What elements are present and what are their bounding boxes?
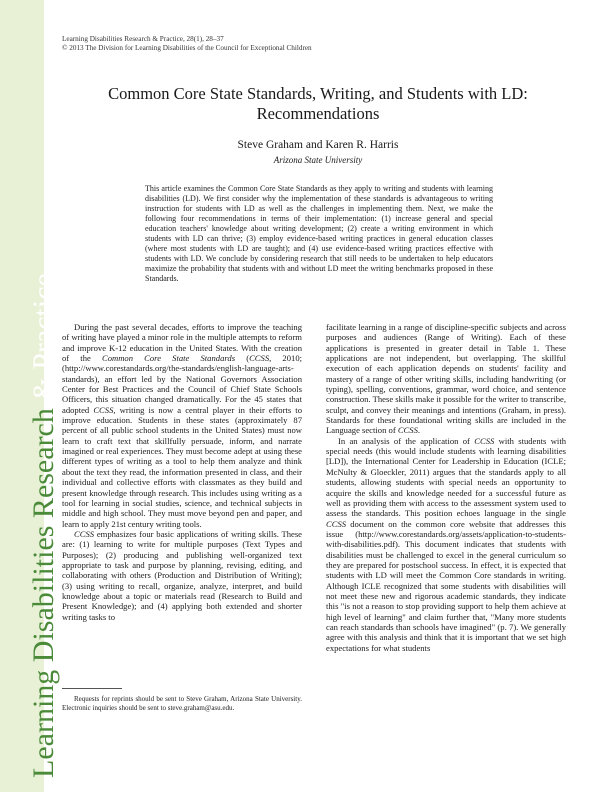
text-run: CCSS [249, 353, 270, 364]
journal-sidebar-title [22, 273, 66, 778]
running-header [62, 35, 312, 53]
footnote [62, 695, 302, 713]
title-line: Common Core State Standards, Writing, and Students with LD: [108, 84, 528, 103]
footnote-text: Requests for reprints should be sent to Steve Graham, Arizona State University. Electronic inquiries should be sent to steve.graham@asu.edu. [62, 695, 302, 712]
text-run: CCSS [397, 425, 418, 436]
text-run: emphasizes four basic applications of writing skills. These are: (1) learning to write for multiple purposes (Text Types and Purposes); (2) producing and publishing well-organized text appropriate to task and purpose by planning, revising, editing, and collaborating with others (Production and Distribution of Writing); (3) using writing to recall, organize, analyze, interpret, and build knowledge about a topic or materials read (Research to Build and Present Knowledge); and (4) applying both extended and shorter writing tasks to [62, 528, 302, 622]
sidebar-title-part: Research [27, 408, 60, 519]
body-column-left [62, 322, 302, 622]
article-title [70, 84, 566, 124]
text-run: document on the common core website that addresses this issue (http://www.corestandards.org/assets/application-to-students-with-disabilities.pdf). This document indicates that students with disabilities must be challenged to excel in the general curriculum so they are prepared for postschool success. In effect, it is expected that students with LD will meet the Common Core standards in writing. Although ICLE recognized that some students with disabilities will not meet these new and rigorous academic standards, they indicate this "is not a reason to stop providing support to help them achieve at high level of learning" and claim further that, "Many more students can reach standards than schools have imagined" (p. 7). We generally agree with this analysis and think that it is important that we set high expectations for what students [326, 518, 566, 653]
text-run: CCSS [474, 435, 495, 446]
authors: Steve Graham and Karen R. Harris [237, 139, 399, 151]
paragraph [62, 529, 302, 622]
text-run: , 2010; (http://www.corestandards.org/the-standards/english-language-arts-standards), an effort led by the National Governors Association Center for Best Practices and the Council of Chief State Schools Officers, this situation changed dramatically. For the 45 states that adopted [62, 353, 302, 415]
body-column-right [326, 322, 566, 653]
paragraph [326, 322, 566, 436]
text-run: CCSS [74, 528, 95, 539]
affiliation: Arizona State University [273, 155, 363, 165]
paragraph [326, 436, 566, 653]
journal-sidebar [0, 0, 60, 792]
abstract: This article examines the Common Core State Standards as they apply to writing and students with learning disabilities (LD). We first consider why the implementation of these standards is advantageous to writing instruction for students with LD as well as the challenges in implementing them. Next, we make the following four recommendations in terms of their implementation: (1) increase general and special education teachers' knowledge about writing development; (2) create a writing environment in which students with LD can thrive; (3) employ evidence-based writing practices in general education classes (where most students with LD are taught); and (4) use evidence-based writing practices effective with students with LD. We conclude by considering research that still needs to be undertaken to help educators maximize the probability that students with and without LD meet the writing benchmarks proposed in these Standards. [145, 184, 493, 283]
text-run: CCSS [326, 518, 347, 529]
sidebar-title-ampersand: & [27, 369, 60, 409]
paragraph [62, 322, 302, 529]
sidebar-title-part: Practice [27, 273, 60, 370]
copyright-line: © 2013 The Division for Learning Disabilities of the Council for Exceptional Children [62, 44, 312, 52]
text-run: , writing is now a central player in their efforts to improve education. Students in these states (approximately 87 percent of all public school students in the United States) must now learn to craft text that skillfully persuade, inform, and narrate imagined or real experiences. They must become adept at using these different types of writing as a tool to help them analyze and think about the text they read, the information presented in class, and their individual and collective efforts with classmates as they build and present knowledge through research. This includes using writing as a tool for learning in social studies, science, and technical subjects in middle and high school. They must move beyond pen and paper, and learn to apply 21st century writing tools. [62, 404, 302, 529]
text-run: Common Core State Standards [101, 353, 236, 364]
title-line: Recommendations [256, 104, 380, 123]
text-run: . [417, 425, 421, 436]
text-run: ( [235, 353, 250, 364]
text-run: with students with special needs (this would include students with learning disabilities [LD]), the International Center for Leadership in Education (ICLE; McNulty & Gloeckler, 2011) argues that the standards apply to all students, allowing students with special needs an opportunity to acquire the skills and knowledge needed for a successful future as well as providing them with access to the assessment system used to assess the standards. This position echoes language in the single [326, 435, 566, 519]
text-run: facilitate learning in a range of discipline-specific subjects and across purposes and audiences (Range of Writing). Each of these applications is presented in greater detail in Table 1. These applications are not independent, but overlapping. The skillful execution of each application depends on students' facility and mastery of a range of other writing skills, including handwriting (or typing), spelling, conventions, grammar, word choice, and sentence construction. These skills make it possible for the writer to transcribe, sculpt, and convey their meanings and intentions (Graham, in press). Standards for these foundational writing skills are included in the Language section of [326, 322, 566, 436]
text-run: CCSS [93, 404, 114, 415]
sidebar-title-part: Learning Disabilities [27, 518, 60, 778]
journal-citation: Learning Disabilities Research & Practice, 28(1), 28–37 [62, 35, 224, 43]
text-run: During the past several decades, efforts to improve the teaching of writing have played a minor role in the multiple attempts to reform and improve K-12 education in the United States. With the creation of the [62, 322, 302, 364]
footnote-divider [62, 688, 122, 689]
text-run: In an analysis of the application of [338, 435, 475, 446]
